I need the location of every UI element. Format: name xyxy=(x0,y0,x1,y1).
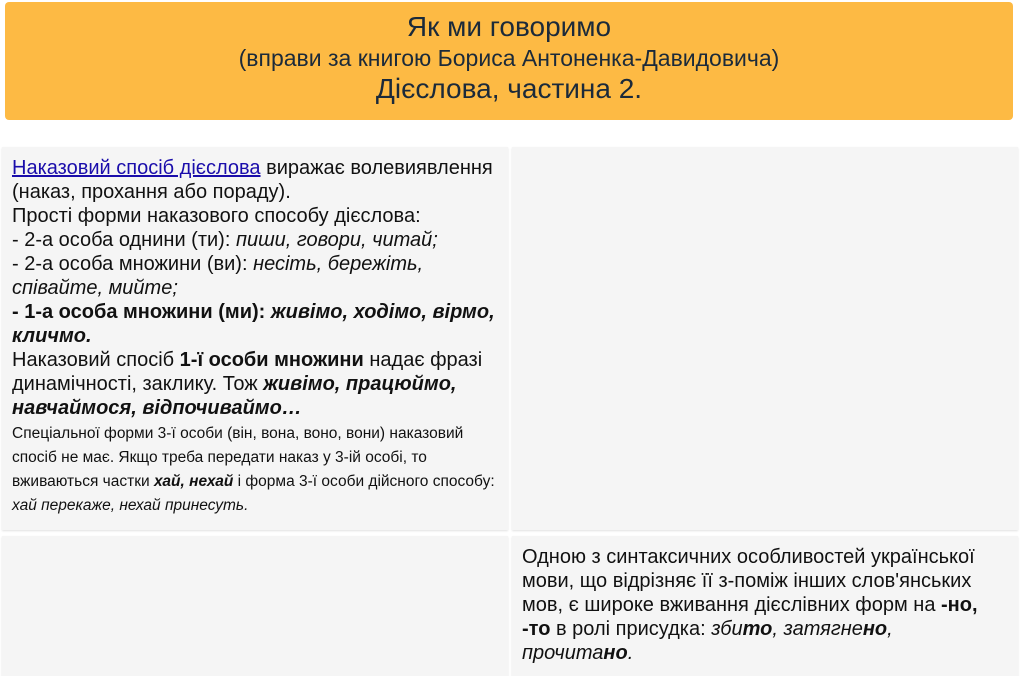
page-header xyxy=(5,2,1013,120)
imperative-mood-link[interactable]: Наказовий спосіб дієслова xyxy=(12,157,261,179)
form-label: - 2-а особа множини (ви): xyxy=(12,253,254,275)
content-cell-empty-top xyxy=(512,147,1018,530)
content-cell-imperative xyxy=(2,147,508,530)
intro-rest-text: виражає волевиявлення (наказ, прохання або пораду). xyxy=(12,157,493,203)
simple-forms-heading: Прості форми наказового способу дієслова: xyxy=(12,205,421,227)
third-person-note: Спеціальної форми 3-ї особи (він, вона, воно, вони) наказовий спосіб не має. Якщо треба передати наказ у 3-ій особі, то вживаються частки хай, нехай і форма 3-ї особи дійсного способу: хай перекаже, нехай принесуть. xyxy=(12,425,495,514)
form-examples: живімо, ходімо, вірмо, кличмо. xyxy=(12,301,495,347)
imperative-rules xyxy=(12,156,498,420)
form-label: - 1-а особа множини (ми): xyxy=(12,301,271,323)
content-cell-no-to-forms xyxy=(512,536,1018,676)
second-person-singular xyxy=(12,228,498,252)
intro-paragraph xyxy=(12,156,498,204)
no-to-examples: збито, затягнено, прочитано. xyxy=(522,618,893,664)
no-to-forms-paragraph: Одною з синтаксичних особливостей української мови, що відрізняє її з-поміж інших слов'янських мов, є широке вживання дієслівних форм на -но, -то в ролі присудка: збито, затягнено, прочитано. xyxy=(522,546,978,664)
page-subtitle: (вправи за книгою Бориса Антоненка-Давидовича) xyxy=(238,45,780,71)
form-examples: несіть, бережіть, співайте, мийте; xyxy=(12,253,424,299)
second-person-plural xyxy=(12,252,498,300)
page-title: Як ми говоримо xyxy=(406,11,612,42)
form-examples: пиши, говори, читай; xyxy=(235,229,438,251)
section-title: Дієслова, частина 2. xyxy=(375,73,643,104)
first-person-plural-note: Наказовий спосіб 1-ї особи множини надає фразі динамічності, заклику. Тож живімо, працюймо, навчаймося, відпочиваймо… xyxy=(12,349,483,419)
content-cell-empty-bottom xyxy=(2,536,508,676)
form-label: - 2-а особа однини (ти): xyxy=(12,229,236,251)
first-person-plural xyxy=(12,300,498,348)
